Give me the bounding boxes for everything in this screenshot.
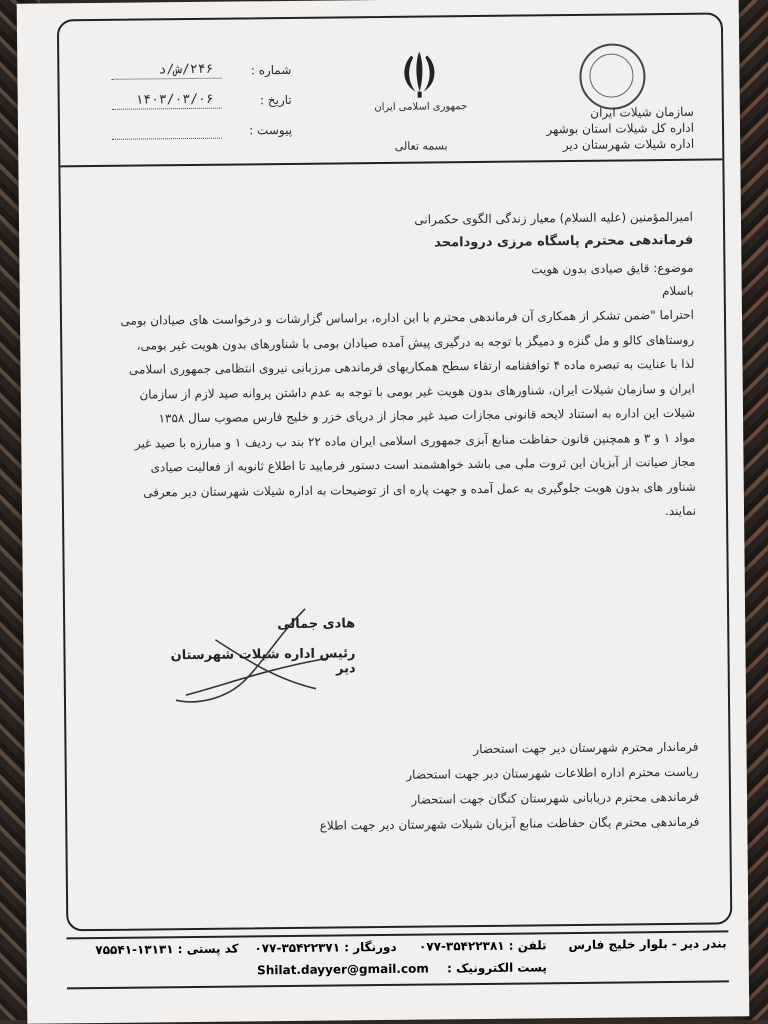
org-line-3: اداره شیلات شهرستان دیر bbox=[562, 136, 695, 153]
org-line-2: اداره کل شیلات استان بوشهر bbox=[546, 120, 695, 137]
cc-item: ریاست محترم اداره اطلاعات شهرستان دیر جهت استحضار bbox=[406, 764, 699, 782]
date-line bbox=[112, 108, 222, 110]
body-line: مجاز صیانت از آبزیان این ثروت ملی می باشد خواهشمند است دستور فرمایید تا اطلاع ثانویه از فعالیت صیادی bbox=[150, 454, 696, 475]
number-value: ۲۴۶/ش/د bbox=[158, 61, 214, 78]
org-line-1: سازمان شیلات ایران bbox=[590, 104, 694, 120]
footer-phone: تلفن : ۳۵۴۲۲۳۸۱-۰۷۷ bbox=[418, 938, 547, 954]
footer-email-label: پست الکترونیک : bbox=[447, 960, 547, 976]
footer-postal: کد پستی : ۱۳۱۳۱-۷۵۵۴۱ bbox=[95, 941, 239, 958]
subject: موضوع: قایق صیادی بدون هویت bbox=[531, 260, 694, 277]
number-line bbox=[111, 78, 221, 80]
body-line: روستاهای کالو و مل گنزه و دمیگز با توجه به درگیری پیش آمده صیادان بومی با شناورهای بدون هویت غیر بومی، bbox=[136, 332, 695, 353]
footer-divider-bottom bbox=[67, 980, 729, 989]
date-label: تاریخ : bbox=[259, 92, 292, 108]
salutation: باسلام bbox=[662, 283, 694, 299]
header-divider bbox=[60, 158, 722, 167]
quote-line: امیرالمؤمنین (علیه السلام) معیار زندگی الگوی حکمرانی bbox=[414, 209, 694, 227]
body-line: شناور های بدون هویت جلوگیری به عمل آمده و جهت پاره ای از توضیحات به اداره شیلات شهرستان دیر معرفی bbox=[143, 479, 696, 500]
iran-emblem-icon bbox=[389, 47, 450, 100]
body-line: نمایند. bbox=[664, 503, 697, 519]
letter-frame bbox=[57, 12, 733, 931]
date-value: ۱۴۰۳/۰۳/۰۶ bbox=[135, 91, 214, 108]
cc-item: فرماندار محترم شهرستان دیر جهت استحضار bbox=[473, 739, 699, 757]
body-paragraph bbox=[94, 303, 696, 530]
body-line: لذا با عنایت به تبصره ماده ۴ توافقنامه ارتقاء سطح همکاریهای فرماندهی مرزبانی نیروی انتظامی جمهوری اسلامی bbox=[128, 356, 695, 377]
fisheries-seal-icon bbox=[579, 43, 646, 110]
body-line: شیلات این اداره به استناد لایحه قانونی مجازات صید غیر مجاز از دریای خزر و خلیج فارس مصوب سال ۱۳۵۸ bbox=[158, 405, 696, 426]
emblem-caption: جمهوری اسلامی ایران bbox=[374, 101, 468, 114]
number-label: شماره : bbox=[250, 62, 292, 78]
body-line: مواد ۱ و ۳ و همچنین قانون حفاظت منابع آبزی جمهوری اسلامی ایران ماده ۲۲ بند ب ردیف ۱ و مبارزه با صید غیر bbox=[134, 430, 696, 451]
cc-item: فرماندهی محترم دریابانی شهرستان کنگان جهت استحضار bbox=[411, 789, 700, 807]
body-line: ایران و سازمان شیلات ایران، شناورهای بدون هویت غیر بومی با توجه به عدم داشتن پروانه صید لازم از سازمان bbox=[139, 381, 695, 402]
cc-list bbox=[98, 735, 699, 841]
body-line: احتراما "ضمن تشکر از همکاری آن فرماندهی محترم با این اداره، براساس گزارشات و درخواست های صیادان بومی bbox=[120, 307, 695, 328]
attachment-label: پیوست : bbox=[249, 122, 293, 138]
attachment-line bbox=[112, 138, 222, 140]
footer-fax: دورنگار : ۳۵۴۲۲۳۷۱-۰۷۷ bbox=[254, 939, 397, 956]
cc-item: فرماندهی محترم یگان حفاظت منابع آبزیان شیلات شهرستان دیر جهت اطلاع bbox=[319, 814, 700, 833]
signer-title: رئیس اداره شیلات شهرستان دیر bbox=[170, 646, 356, 677]
addressee: فرماندهی محترم پاسگاه مرزی درودامحد bbox=[434, 232, 694, 251]
signer-name: هادی جمالی bbox=[277, 616, 356, 633]
letter-page bbox=[17, 0, 750, 1024]
footer-email: Shilat.dayyer@gmail.com bbox=[257, 961, 429, 978]
footer-address: بندر دیر - بلوار خلیج فارس bbox=[568, 936, 727, 953]
bismillah: بسمه تعالی bbox=[394, 139, 448, 153]
